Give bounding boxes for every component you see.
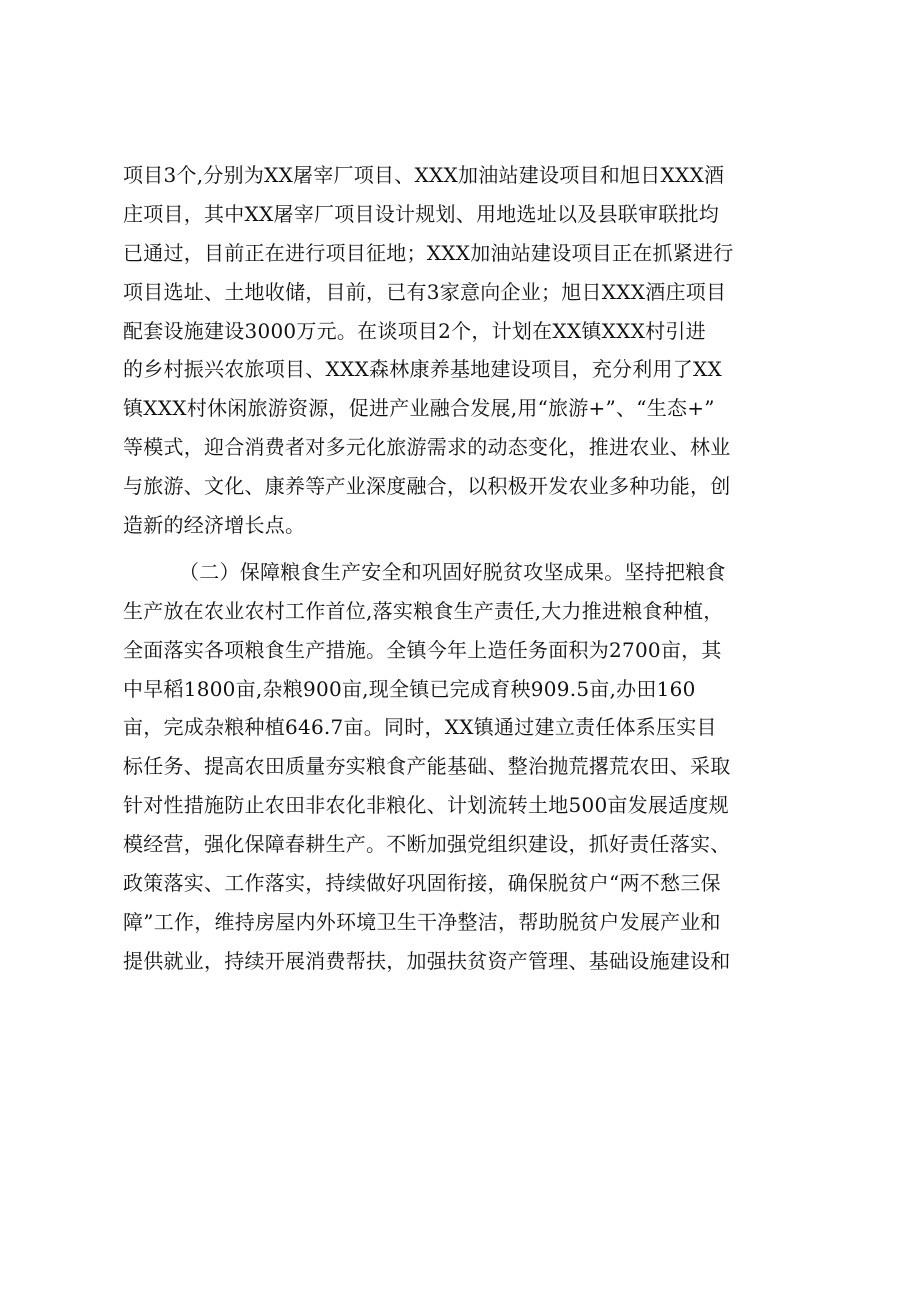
text-line: 项目3个,分别为XX屠宰厂项目、XXX加油站建设项目和旭日XXX酒: [123, 163, 725, 187]
text-line: 提供就业，持续开展消费帮扶，加强扶贫资产管理、基础设施建设和: [123, 948, 731, 973]
text-line: 项目选址、土地收储，目前，已有3家意向企业；旭日XXX酒庄项目: [123, 279, 727, 304]
text-line: 配套设施建设3000万元。在谈项目2个，计划在XX镇XXX村引进: [123, 318, 706, 343]
paragraph-grain-security: [123, 553, 823, 981]
text-line: 政策落实、工作落实，持续做好巩固衔接，确保脱贫户“两不愁三保: [123, 871, 721, 896]
text-line: 镇XXX村休闲旅游资源，促进产业融合发展,用“旅游+”、“生态+”: [123, 396, 715, 421]
text-line: 生产放在农业农村工作首位,落实粮食生产责任,大力推进粮食种植，: [123, 598, 724, 623]
text-line: 造新的经济增长点。: [123, 513, 306, 538]
text-line: 亩，完成杂粮种植646.7亩。同时，XX镇通过建立责任体系压实目: [123, 715, 717, 740]
paragraph-spacer: [123, 545, 823, 553]
text-line: 庄项目，其中XX屠宰厂项目设计规划、用地选址以及县联审联批均: [123, 201, 719, 226]
text-line: 与旅游、文化、康养等产业深度融合，以积极开发农业多种功能，创: [123, 474, 731, 499]
paragraph-project-overview: [123, 156, 823, 545]
text-line: 全面落实各项粮食生产措施。全镇今年上造任务面积为2700亩，其: [123, 637, 722, 662]
text-line: 中早稻1800亩,杂粮900亩,现全镇已完成育秧909.5亩,办田160: [123, 676, 696, 701]
text-line: 障”工作，维持房屋内外环境卫生干净整洁，帮助脱贫户发展产业和: [123, 909, 721, 934]
text-line: 已通过，目前正在进行项目征地；XXX加油站建设项目正在抓紧进行: [123, 240, 734, 265]
text-line: 针对性措施防止农田非农化非粮化、计划流转土地500亩发展适度规: [123, 793, 729, 818]
section-heading-line: （二）保障粮食生产安全和巩固好脱贫攻坚成果。坚持把粮食: [179, 559, 726, 584]
text-line: 标任务、提高农田质量夯实粮食产能基础、整治抛荒撂荒农田、采取: [123, 754, 731, 779]
text-line: 等模式，迎合消费者对多元化旅游需求的动态变化，推进农业、林业: [123, 435, 731, 460]
document-body: [123, 156, 823, 981]
text-line: 模经营，强化保障春耕生产。不断加强党组织建设，抓好责任落实、: [123, 832, 731, 857]
text-line: 的乡村振兴农旅项目、XXX森林康养基地建设项目，充分利用了XX: [123, 357, 722, 382]
